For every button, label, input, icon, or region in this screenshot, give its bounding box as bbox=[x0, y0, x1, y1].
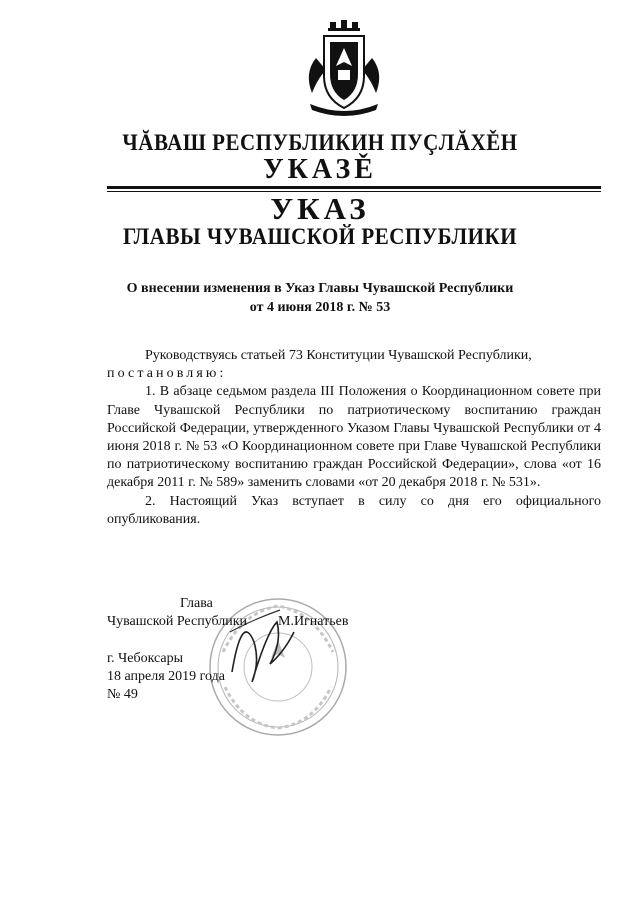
footer-city: г. Чебоксары bbox=[107, 651, 184, 666]
header-chuvash-title: ЧĂВАШ РЕСПУБЛИКИН ПУÇЛĂХĚН bbox=[122, 128, 518, 156]
signature-name: М.Игнатьев bbox=[278, 614, 349, 629]
header-chuvash-ukaz: УКАЗĚ bbox=[263, 154, 377, 185]
body-item-2: 2. Настоящий Указ вступает в силу со дня его официального опубликования. bbox=[107, 493, 601, 527]
body-decree-word: постановляю: bbox=[107, 366, 227, 382]
document-body bbox=[107, 347, 601, 529]
subject-line-2: от 4 июня 2018 г. № 53 bbox=[249, 300, 391, 315]
header-russian-title: ГЛАВЫ ЧУВАШСКОЙ РЕСПУБЛИКИ bbox=[122, 222, 518, 250]
signature-title: Глава bbox=[180, 596, 213, 611]
body-item-1: 1. В абзаце седьмом раздела III Положения о Координационном совете при Главе Чувашской Республики по патриотическому воспитанию граждан Российской Федерации, утвержденного Указом Главы Чувашской Республики от 4 июня 2018 г. № 53 «О Координационном совете при Главе Чувашской Республики по патриотическому воспитанию граждан Российской Федерации», слова «от 16 декабря 2011 г. № 589» заменить словами «от 20 декабря 2018 г. № 531». bbox=[107, 384, 601, 491]
signature-position: Чувашской Республики bbox=[107, 614, 248, 629]
footer-date: 18 апреля 2019 года bbox=[107, 669, 225, 684]
header-divider-thick bbox=[107, 186, 601, 189]
subject-line-1: О внесении изменения в Указ Главы Чувашской Республики bbox=[126, 281, 514, 296]
document-subject bbox=[0, 279, 640, 317]
footer-number: № 49 bbox=[107, 687, 138, 702]
header-ukaz: УКАЗ bbox=[270, 191, 370, 226]
body-preamble: Руководствуясь статьей 73 Конституции Чувашской Республики, bbox=[145, 348, 532, 363]
coat-of-arms-icon bbox=[296, 18, 392, 118]
